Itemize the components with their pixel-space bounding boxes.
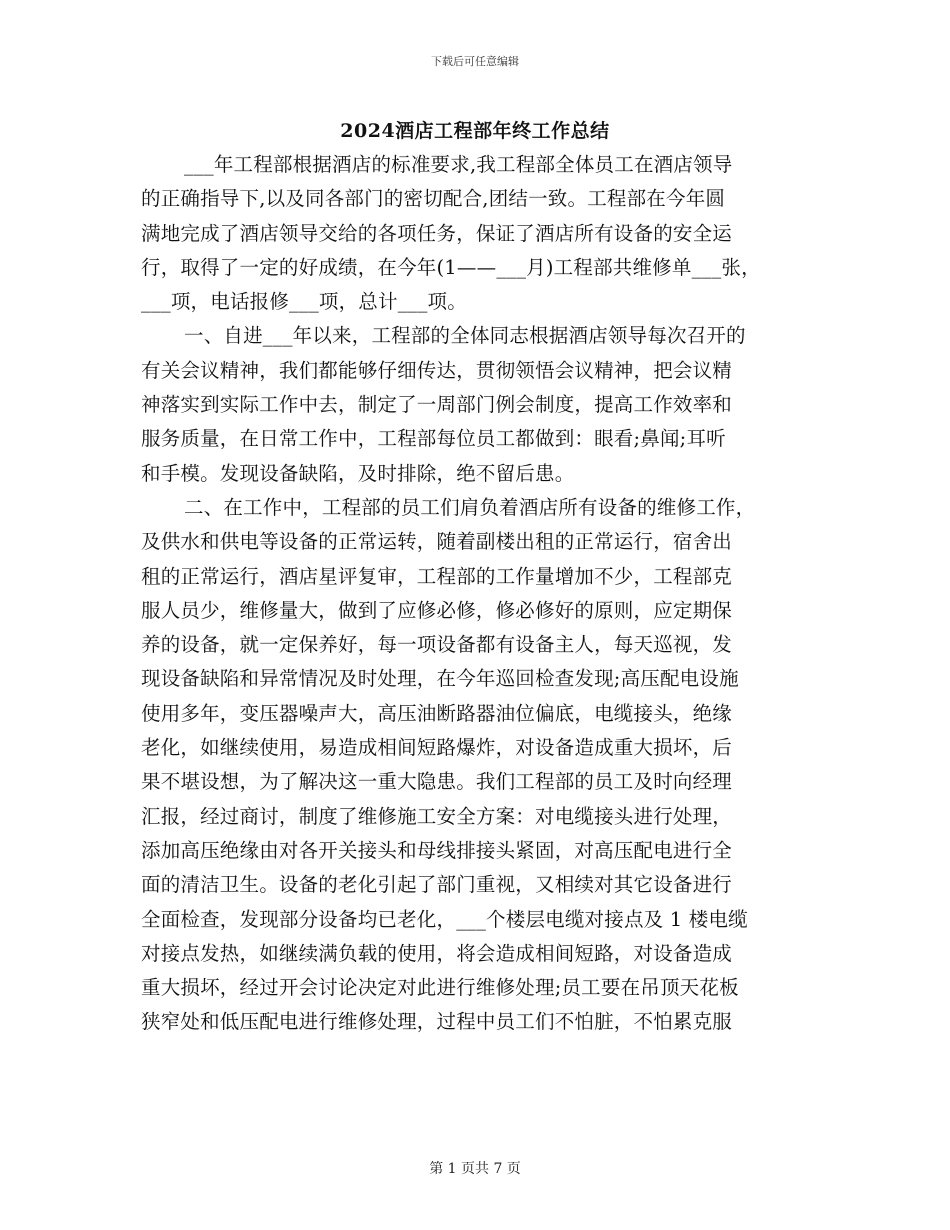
- body-text-line: 及供水和供电等设备的正常运转，随着副楼出租的正常运行，宿舍出: [141, 530, 733, 554]
- page-header-note: 下载后可任意编辑: [431, 55, 519, 68]
- body-text-line: 服人员少，维修量大，做到了应修必修，修必修好的原则，应定期保: [141, 598, 733, 622]
- body-text-line: 现设备缺陷和异常情况及时处理，在今年巡回检查发现;高压配电设施: [141, 667, 739, 691]
- body-text-line: 果不堪设想，为了解决这一重大隐患。我们工程部的员工及时向经理: [141, 770, 733, 794]
- body-text-line: 神落实到实际工作中去，制定了一周部门例会制度，提高工作效率和: [141, 393, 733, 417]
- body-text-line: 狭窄处和低压配电进行维修处理，过程中员工们不怕脏，不怕累克服: [141, 1010, 733, 1034]
- body-text-line: 和手模。发现设备缺陷，及时排除，绝不留后患。: [141, 461, 575, 485]
- body-text-line: 老化，如继续使用，易造成相间短路爆炸，对设备造成重大损坏，后: [141, 736, 733, 760]
- body-text-line: 一、自进___年以来，工程部的全体同志根据酒店领导每次召开的: [184, 324, 746, 348]
- body-text-line: 添加高压绝缘由对各开关接头和母线排接头紧固，对高压配电进行全: [141, 838, 733, 862]
- body-text-line: 重大损坏，经过开会讨论决定对此进行维修处理;员工要在吊顶天花板: [141, 976, 739, 1000]
- page-footer-page-number: 第 1 页共 7 页: [429, 1161, 521, 1177]
- body-text-line: 全面检查，发现部分设备均已老化，___个楼层电缆对接点及 1 楼电缆: [141, 907, 748, 931]
- body-text-line: 使用多年，变压器噪声大，高压油断路器油位偏底，电缆接头，绝缘: [141, 701, 733, 725]
- body-text-line: 汇报，经过商讨，制度了维修施工安全方案：对电缆接头进行处理，: [141, 804, 733, 828]
- body-text-line: 的正确指导下,以及同各部门的密切配合,团结一致。工程部在今年圆: [141, 187, 726, 211]
- body-text-line: 行，取得了一定的好成绩，在今年(1——___月)工程部共维修单___张，: [141, 255, 761, 279]
- body-text-line: 服务质量，在日常工作中，工程部每位员工都做到：眼看;鼻闻;耳听: [141, 427, 726, 451]
- body-text-line: 养的设备，就一定保养好，每一项设备都有设备主人，每天巡视，发: [141, 633, 733, 657]
- body-text-line: 有关会议精神，我们都能够仔细传达，贯彻领悟会议精神，把会议精: [141, 358, 733, 382]
- document-title: 2024酒店工程部年终工作总结: [340, 120, 610, 142]
- body-text-line: 对接点发热，如继续满负载的使用，将会造成相间短路，对设备造成: [141, 941, 733, 965]
- body-text-line: 面的清洁卫生。设备的老化引起了部门重视，又相续对其它设备进行: [141, 873, 733, 897]
- body-text-line: 满地完成了酒店领导交给的各项任务，保证了酒店所有设备的安全运: [141, 221, 733, 245]
- document-body: [141, 148, 811, 1040]
- body-text-line: 租的正常运行，酒店星评复审，工程部的工作量增加不少，工程部克: [141, 564, 733, 588]
- body-text-line: ___年工程部根据酒店的标准要求,我工程部全体员工在酒店领导: [184, 153, 733, 176]
- body-text-line: ___项，电话报修___项，总计___项。: [141, 290, 467, 314]
- body-text-line: 二、在工作中，工程部的员工们肩负着酒店所有设备的维修工作，: [184, 495, 756, 519]
